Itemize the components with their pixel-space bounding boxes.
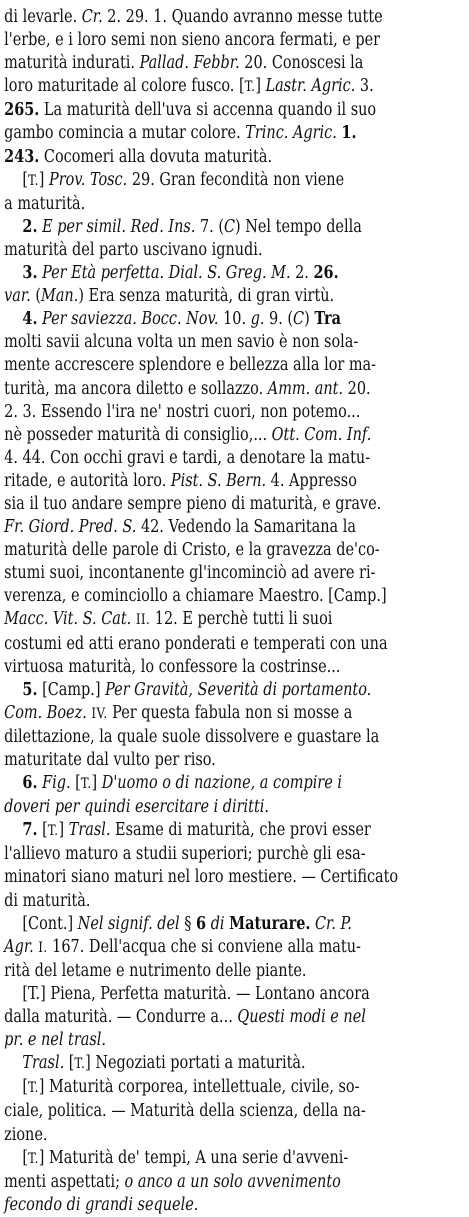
- text-span: ]: [58, 820, 69, 841]
- text-span: D'uomo o di nazione, a compire i: [101, 773, 342, 794]
- text-span: stumi suoi, incontanente gl'incominciò ad avere ri-: [4, 563, 376, 584]
- text-line: [4, 52, 465, 75]
- text-line: [4, 843, 465, 866]
- text-span: a maturità.: [4, 193, 86, 214]
- text-span: ] Maturità corporea, intellettuale, civile, so-: [38, 1077, 360, 1098]
- text-span: gambo comincia a mutar colore.: [4, 123, 246, 144]
- text-span: T.: [28, 1150, 39, 1167]
- text-line: [4, 1171, 465, 1194]
- text-line: [4, 726, 465, 749]
- text-span: (: [30, 286, 42, 307]
- text-span: o anco a un solo avvenimento: [124, 1171, 341, 1192]
- text-span: 20.: [343, 378, 371, 399]
- text-span: verenza, e cominciollo a chiamare Maestro. [Camp.]: [4, 586, 387, 607]
- text-span: T.: [74, 1056, 86, 1073]
- text-span: E per simil. Red. Ins.: [42, 216, 196, 237]
- text-line: [4, 562, 465, 585]
- text-span: nè posseder maturità di consiglio,...: [4, 424, 272, 445]
- text-span: molti savii alcuna volta un men savio è non sola-: [4, 332, 359, 353]
- text-span: Questi modi e nel: [237, 1007, 366, 1028]
- text-span: var.: [4, 286, 31, 307]
- text-line: [4, 679, 465, 702]
- text-span: 29. Gran fecondità non viene: [127, 169, 345, 190]
- text-span: 9. (: [264, 309, 294, 330]
- text-span: Per Età perfetta. Dial. S. Greg. M.: [42, 263, 291, 284]
- text-span: IV.: [91, 705, 108, 722]
- text-span: ]: [91, 773, 102, 794]
- text-span: 6.: [22, 773, 38, 794]
- text-span: §: [179, 913, 197, 934]
- text-line: [4, 772, 465, 796]
- text-span: Man.: [41, 286, 79, 307]
- text-line: [4, 447, 465, 470]
- text-line: [4, 936, 465, 960]
- text-span: 1.: [341, 123, 357, 144]
- text-span: Trasl.: [68, 820, 111, 841]
- text-span: l'erbe, e i loro semi non sieno ancora fermati, e per: [4, 30, 381, 51]
- text-line: [4, 866, 465, 889]
- text-span: 167. Dell'acqua che si conviene alla matu-: [47, 936, 361, 957]
- text-span: Fr. Giord. Pred. S.: [4, 517, 137, 538]
- text-span: Pallad. Febbr.: [139, 53, 240, 74]
- text-span: ritade, e autorità loro.: [4, 470, 171, 491]
- text-span: Amm. ant.: [267, 378, 344, 399]
- text-line: [4, 1100, 465, 1123]
- text-span: 42. Vedendo la Samaritana la: [136, 517, 356, 538]
- text-span: T.: [28, 1080, 39, 1097]
- text-span: Per questa fabula non si mosse a: [107, 702, 353, 723]
- text-span: [T.] Piena, Perfetta maturità. — Lontano ancora: [22, 983, 370, 1004]
- text-line: [4, 29, 465, 52]
- text-span: virtuosa maturità, lo confessore la costrinse...: [4, 656, 341, 677]
- text-line: [4, 516, 465, 539]
- text-line: [4, 819, 465, 843]
- text-span: C: [223, 216, 236, 237]
- text-span: 2. 3. Essendo l'ira ne' nostri cuori, non potemo...: [4, 401, 361, 422]
- text-span: maturità del parto uscivano ignudi.: [4, 239, 263, 260]
- text-span: 2. 29. 1. Quando avranno messe tutte: [102, 7, 383, 27]
- text-line: [4, 262, 465, 285]
- text-span: Macc. Vit. S. Cat.: [4, 609, 132, 630]
- text-line: [4, 633, 465, 656]
- text-span: di maturità.: [4, 890, 91, 911]
- text-span: Nel signif. del: [77, 913, 180, 934]
- text-line: [4, 702, 465, 726]
- text-span: mente accrescere splendore e bellezza alla lor ma-: [4, 355, 377, 376]
- text-line: [4, 1006, 465, 1029]
- text-span: maturitate dal vulto per riso.: [4, 750, 216, 770]
- text-span: [: [22, 169, 29, 190]
- text-span: di: [210, 913, 225, 934]
- text-line: [4, 913, 465, 936]
- text-line: [4, 493, 465, 516]
- text-span: costumi ed atti erano ponderati e temperati con una: [4, 633, 388, 654]
- text-span: Cr. P.: [315, 913, 352, 934]
- text-line: [4, 75, 465, 99]
- text-span: 7. (: [195, 216, 224, 237]
- text-span: ] Negoziati portati a maturità.: [85, 1053, 306, 1074]
- text-span: 265.: [4, 100, 40, 121]
- text-span: ) Nel tempo della: [235, 216, 362, 237]
- text-span: C: [293, 309, 305, 330]
- text-line: [4, 424, 465, 447]
- text-span: Ott. Com. Inf.: [271, 424, 372, 445]
- text-span: Cocomeri alla dovuta maturità.: [39, 146, 273, 167]
- text-span: dalla maturità. — Condurre a...: [4, 1007, 238, 1028]
- text-span: 5.: [22, 679, 38, 700]
- text-line: [4, 983, 465, 1006]
- text-span: Trinc. Agric.: [245, 123, 337, 144]
- text-line: [4, 146, 465, 169]
- text-line: [4, 960, 465, 983]
- text-line: [4, 1052, 465, 1076]
- text-span: 4.: [22, 309, 38, 330]
- text-line: [4, 216, 465, 239]
- text-span: [: [64, 1053, 75, 1074]
- text-span: T.: [244, 79, 256, 96]
- text-span: [Camp.]: [37, 679, 106, 700]
- text-span: ): [304, 309, 315, 330]
- text-span: pr. e nel trasl.: [4, 1030, 106, 1051]
- text-span: I.: [38, 939, 48, 956]
- text-line: [4, 308, 465, 331]
- text-span: Pist. S. Bern.: [170, 470, 267, 491]
- text-span: 26.: [313, 263, 339, 284]
- text-span: Fig.: [42, 773, 71, 794]
- text-span: menti aspettati;: [4, 1171, 125, 1192]
- text-line: [4, 99, 465, 122]
- text-line: [4, 378, 465, 401]
- text-span: Com. Boez.: [4, 702, 87, 723]
- text-span: fecondo di grandi sequele.: [4, 1194, 199, 1215]
- text-span: 10.: [218, 309, 251, 330]
- text-span: turità, ma ancora diletto e sollazzo.: [4, 378, 268, 399]
- text-span: Esame di maturità, che provi esser: [110, 820, 371, 841]
- text-span: La maturità dell'uva si accenna quando il suo: [39, 100, 377, 121]
- text-line: [4, 890, 465, 913]
- text-span: Agr.: [4, 936, 34, 957]
- text-span: T.: [47, 823, 59, 840]
- text-span: dilettazione, la quale suole dissolvere e guastare la: [4, 726, 380, 747]
- text-line: [4, 401, 465, 424]
- text-span: [: [37, 820, 48, 841]
- text-line: [4, 1076, 465, 1100]
- text-line: [4, 6, 465, 29]
- text-span: T.: [80, 776, 92, 793]
- text-line: [4, 539, 465, 562]
- text-span: maturità indurati.: [4, 53, 140, 74]
- text-line: [4, 1194, 465, 1217]
- text-line: [4, 239, 465, 262]
- text-span: doveri per quindi esercitare i diritti.: [4, 797, 269, 818]
- text-span: zione.: [4, 1124, 48, 1145]
- text-line: [4, 193, 465, 216]
- text-span: 6: [196, 913, 207, 934]
- text-span: [Cont.]: [22, 913, 78, 934]
- text-span: ciale, politica. — Maturità della scienza, della na-: [4, 1101, 366, 1122]
- text-line: [4, 796, 465, 819]
- text-span: sia il tuo andare sempre pieno di maturità, e grave.: [4, 493, 382, 514]
- text-span: 3.: [355, 76, 374, 97]
- text-line: [4, 585, 465, 608]
- text-span: II.: [135, 612, 151, 629]
- text-span: [: [22, 1147, 29, 1168]
- text-line: [4, 1029, 465, 1052]
- text-span: Tra: [314, 309, 341, 330]
- text-span: 243.: [4, 146, 40, 167]
- text-span: 4. 44. Con occhi gravi e tardi, a denotare la matu-: [4, 447, 371, 468]
- text-span: ]: [255, 76, 266, 97]
- text-span: Per Gravità, Severità di portamento.: [105, 679, 372, 700]
- text-span: 2.: [290, 263, 314, 284]
- text-span: Trasl.: [22, 1053, 65, 1074]
- text-span: Per saviezza. Bocc. Nov.: [42, 309, 219, 330]
- text-span: Cr.: [81, 7, 103, 27]
- text-span: ) Era senza maturità, di gran virtù.: [78, 286, 335, 307]
- text-line: [4, 749, 465, 772]
- text-line: [4, 608, 465, 632]
- text-line: [4, 1124, 465, 1147]
- text-span: loro maturitade al colore fusco. [: [4, 76, 245, 97]
- text-span: minatori siano maturi nel loro mestiere. — Certificato: [4, 867, 399, 888]
- text-span: 12. E perchè tutti li suoi: [150, 609, 333, 630]
- text-span: ]: [38, 169, 50, 190]
- text-span: [: [70, 773, 81, 794]
- text-span: T.: [28, 172, 39, 189]
- text-span: Prov. Tosc.: [49, 169, 128, 190]
- text-span: 20. Conoscesi la: [239, 53, 364, 74]
- text-span: maturità delle parole di Cristo, e la gravezza de'co-: [4, 540, 380, 561]
- text-line: [4, 354, 465, 377]
- text-span: 7.: [22, 820, 38, 841]
- text-line: [4, 169, 465, 193]
- text-span: Lastr. Agric.: [265, 76, 356, 97]
- text-line: [4, 122, 465, 145]
- text-span: 4. Appresso: [266, 470, 357, 491]
- text-line: [4, 331, 465, 354]
- text-span: 3.: [22, 263, 38, 284]
- text-span: 2.: [22, 216, 38, 237]
- text-line: [4, 285, 465, 308]
- text-line: [4, 470, 465, 493]
- text-line: [4, 1147, 465, 1171]
- text-span: Maturare.: [229, 913, 311, 934]
- text-span: g.: [250, 309, 265, 330]
- text-span: l'allievo maturo a studii superiori; purchè gli esa-: [4, 844, 366, 865]
- text-span: rità del letame e nutrimento delle piante.: [4, 960, 307, 981]
- text-span: [: [22, 1077, 29, 1098]
- text-span: ] Maturità de' tempi, A una serie d'avveni-: [38, 1147, 349, 1168]
- text-line: [4, 656, 465, 679]
- text-span: di levarle.: [4, 7, 82, 27]
